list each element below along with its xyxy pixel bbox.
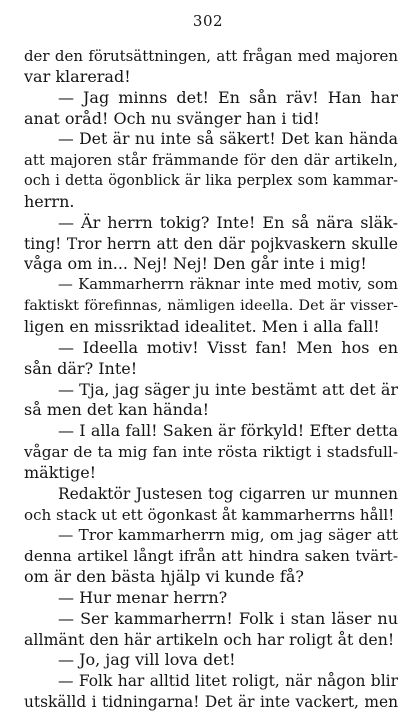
text-line: och i detta ögonblick är lika perplex som kammar- bbox=[24, 173, 398, 190]
text-line: — Jag minns det! En sån räv! Han har bbox=[58, 87, 398, 107]
text-line: — I alla fall! Saken är förkyld! Efter detta bbox=[58, 421, 398, 441]
text-line: — Hur menar herrn? bbox=[58, 587, 228, 607]
text-line: våga om in... Nej! Nej! Den går inte i mig! bbox=[24, 254, 367, 274]
text-line: allmänt den här artikeln och har roligt åt den! bbox=[24, 629, 395, 649]
text-line: vågar de ta mig fan inte rösta riktigt i stadsfull- bbox=[24, 443, 398, 462]
text-line: anat oråd! Och nu svänger han i tid! bbox=[24, 108, 320, 128]
text-line: — Ideella motiv! Visst fan! Men hos en bbox=[58, 337, 398, 357]
text-line: denna artikel långt ifrån att hindra saken tvärt- bbox=[24, 547, 398, 566]
body-text bbox=[24, 46, 398, 713]
text-line: — Det är nu inte så säkert! Det kan hända bbox=[58, 129, 398, 149]
text-line: — Kammarherrn räknar inte med motiv, som bbox=[58, 276, 398, 294]
text-line: — Ser kammarherrn! Folk i stan läser nu bbox=[58, 608, 398, 628]
text-line: — Jo, jag vill lova det! bbox=[58, 650, 236, 670]
text-line: faktiskt förefinnas, nämligen ideella. Det är visser- bbox=[24, 298, 398, 315]
text-line: så men det kan hända! bbox=[24, 400, 210, 420]
text-line: — Folk har alltid litet roligt, när någon blir bbox=[58, 672, 398, 691]
text-line: herrn. bbox=[24, 191, 75, 211]
text-line: Redaktör Justesen tog cigarren ur munnen bbox=[58, 484, 398, 503]
text-line: var klarerad! bbox=[24, 66, 131, 86]
text-line: utskälld i tidningarna! Det är inte vackert, men bbox=[24, 693, 398, 712]
text-line: ting! Tror herrn att den där pojkvaskern skulle bbox=[24, 234, 398, 253]
text-line: — Är herrn tokig? Inte! En så nära släk- bbox=[58, 212, 398, 232]
text-line: och stack ut ett ögonkast åt kammarherrns håll! bbox=[24, 505, 395, 524]
text-line: om är den bästa hjälp vi kunde få? bbox=[24, 567, 304, 587]
text-line: — Tja, jag säger ju inte bestämt att det är bbox=[58, 379, 398, 399]
text-line: sån där? Inte! bbox=[24, 358, 138, 378]
text-line: att majoren står främmande för den där artikeln, bbox=[24, 151, 398, 170]
text-line: der den förutsättningen, att frågan med majoren bbox=[24, 47, 398, 65]
text-line: — Tror kammarherrn mig, om jag säger att bbox=[58, 526, 398, 545]
page-number: 302 bbox=[192, 12, 224, 30]
text-line: ligen en missriktad idealitet. Men i alla fall! bbox=[24, 316, 380, 336]
text-line: mäktige! bbox=[24, 462, 97, 482]
